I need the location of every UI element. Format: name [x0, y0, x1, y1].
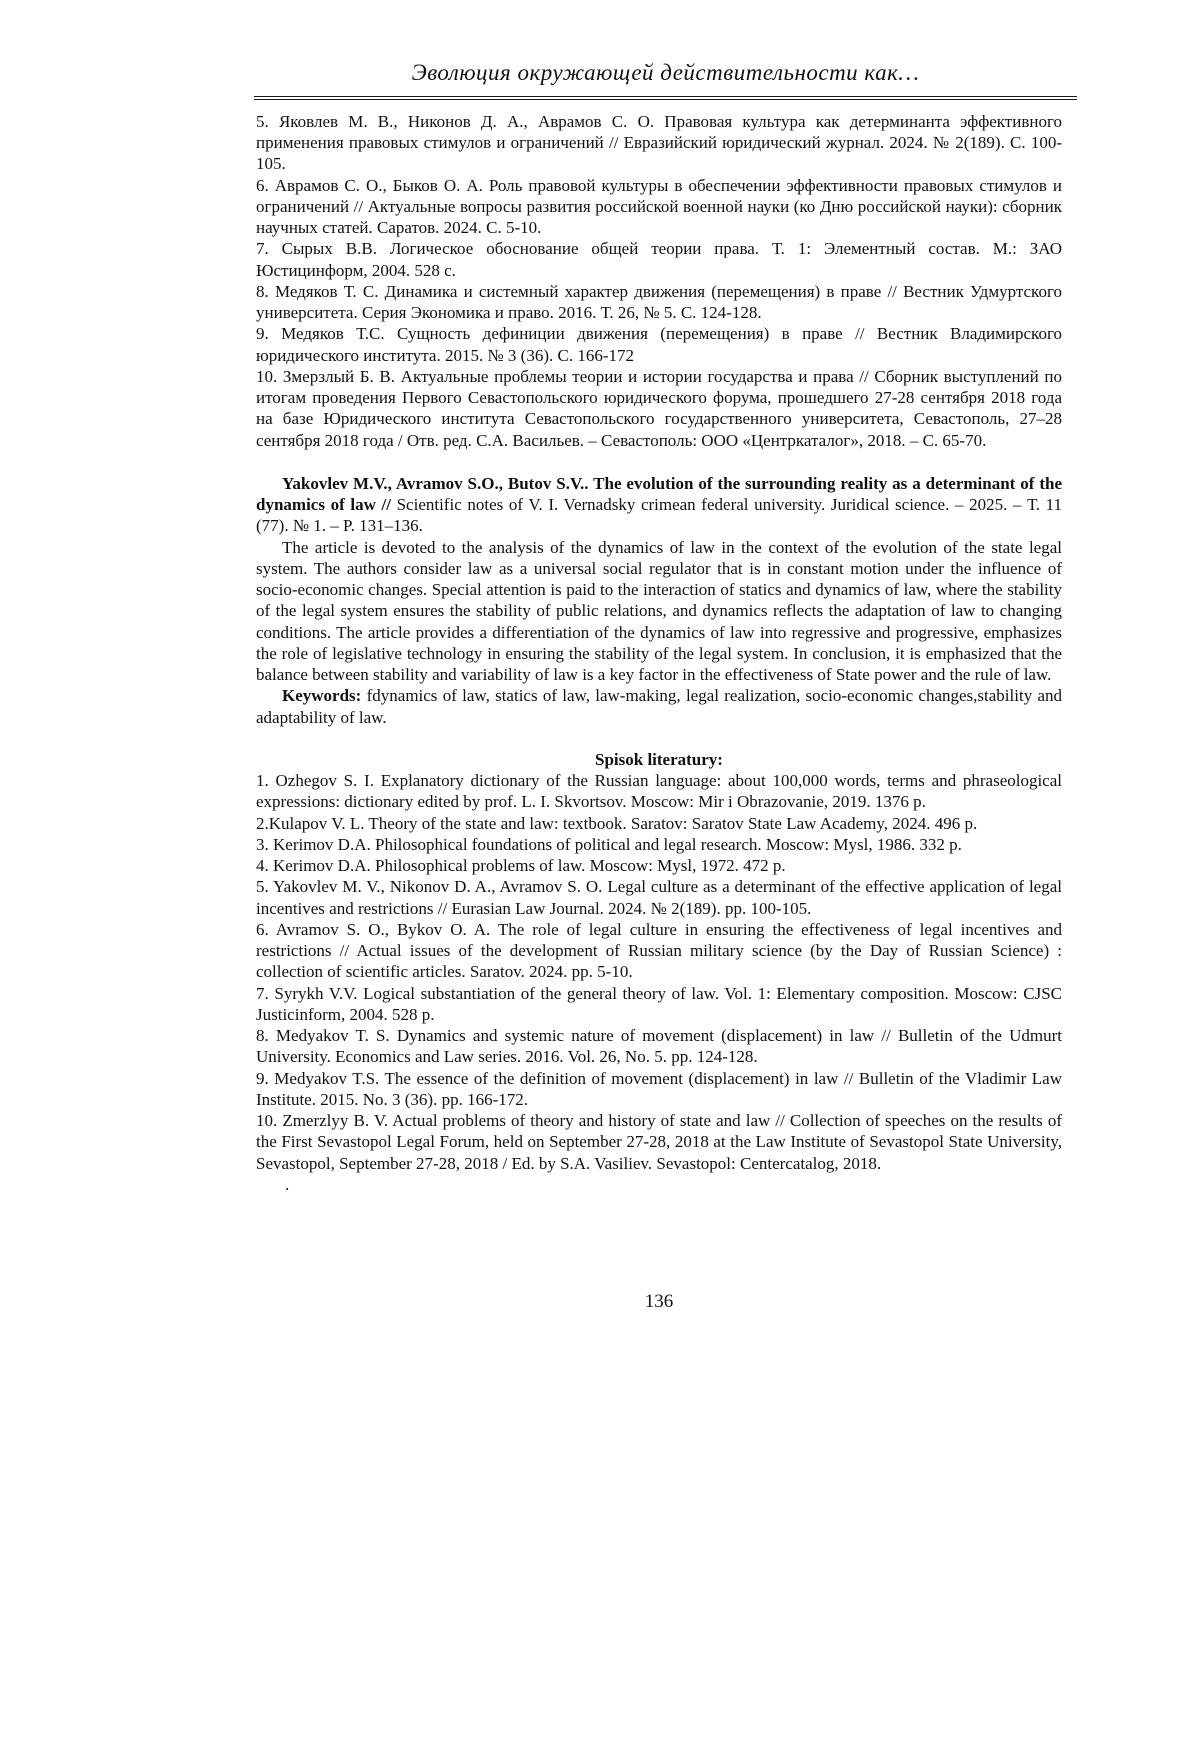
en-reference-9: 9. Medyakov T.S. The essence of the definition of movement (displacement) in law // Bulletin of the Vladimir Law Institute. 2015. No. 3 (36). pp. 166-172. [256, 1068, 1062, 1109]
english-citation-paragraph [256, 473, 1062, 537]
en-reference-3: 3. Kerimov D.A. Philosophical foundations of political and legal research. Moscow: Mysl, 1986. 332 p. [256, 834, 962, 854]
keywords-text: fdynamics of law, statics of law, law-making, legal realization, socio-economic changes,stability and adaptability of law. [256, 686, 1063, 727]
en-reference-1: 1. Ozhegov S. I. Explanatory dictionary of the Russian language: about 100,000 words, terms and phraseological expressions: dictionary edited by prof. L. I. Skvortsov. Moscow: Mir i Obrazovanie, 2019. 1376 p. [256, 771, 1062, 812]
trailing-period: . [285, 1174, 290, 1194]
running-header [254, 58, 1077, 100]
en-reference-2: 2.Kulapov V. L. Theory of the state and law: textbook. Saratov: Saratov State Law Academy, 2024. 496 p. [256, 813, 978, 833]
running-title: Эволюция окружающей действительности как… [411, 60, 920, 85]
ru-reference-7: 7. Сырых В.В. Логическое обоснование общей теории права. Т. 1: Элементный состав. М.: ЗАО Юстицинформ, 2004. 528 с. [256, 239, 1062, 280]
ru-reference-9: 9. Медяков Т.С. Сущность дефиниции движения (перемещения) в праве // Вестник Владимирского юридического института. 2015. № 3 (36). С. 166-172 [256, 324, 1062, 365]
russian-reference-list [256, 111, 1062, 451]
ru-reference-5: 5. Яковлев М. В., Никонов Д. А., Аврамов С. О. Правовая культура как детерминанта эффективного применения правовых стимулов и ограничений // Евразийский юридический журнал. 2024. № 2(189). С. 100-105. [256, 111, 1062, 174]
en-reference-4: 4. Kerimov D.A. Philosophical problems of law. Moscow: Mysl, 1972. 472 p. [256, 856, 786, 876]
keywords-label: Keywords: [282, 686, 362, 706]
abstract-paragraph: The article is devoted to the analysis of the dynamics of law in the context of the evolution of the state legal system. The authors consider law as a universal social regulator that is in constant motion under the influence of socio-economic changes. Special attention is paid to the interaction of statics and dynamics of law, where the stability of the legal system ensures the stability of public relations, and dynamics reflects the adaptation of law to changing conditions. The article provides a differentiation of the dynamics of law into regressive and progressive, emphasizes the role of legislative technology in ensuring the stability of the legal system. In conclusion, it is emphasized that the balance between stability and variability of law is a key factor in the effectiveness of State power and the rule of law. [256, 537, 1062, 685]
en-reference-10: 10. Zmerzlyy B. V. Actual problems of theory and history of state and law // Collection of speeches on the results of the First Sevastopol Legal Forum, held on September 27-28, 2018 at the Law Institute of Sevastopol State University, Sevastopol, September 27-28, 2018 / Ed. by S.A. Vasiliev. Sevastopol: Centercatalog, 2018. [256, 1111, 1062, 1173]
en-reference-7: 7. Syrykh V.V. Logical substantiation of the general theory of law. Vol. 1: Elementary composition. Moscow: CJSC Justicinform, 2004. 528 p. [256, 983, 1062, 1024]
english-reference-list [256, 770, 1062, 1174]
en-reference-5: 5. Yakovlev M. V., Nikonov D. A., Avramov S. O. Legal culture as a determinant of the effective application of legal incentives and restrictions // Eurasian Law Journal. 2024. № 2(189). pp. 100-105. [256, 877, 1062, 918]
ru-reference-10: 10. Змерзлый Б. В. Актуальные проблемы теории и истории государства и права // Сборник выступлений по итогам проведения Первого Севастопольского юридического форума, прошедшего 27-28 сентября 2018 года на базе Юридического института Севастопольского государственного университета, Севастополь, 27–28 сентября 2018 года / Отв. ред. С.А. Васильев. – Севастополь: ООО «Центркаталог», 2018. – С. 65-70. [256, 366, 1062, 450]
document-page [0, 58, 1200, 1755]
page-number: 136 [644, 1291, 674, 1313]
page-body [256, 111, 1062, 1195]
spisok-literatury-heading: Spisok literatury: [595, 749, 723, 769]
citation-authors-title: Yakovlev M.V., Avramov S.O., Butov S.V.. The evolution of the surrounding reality as a determinant of the dynamics of law // [256, 473, 1062, 515]
keywords-paragraph [256, 685, 1062, 728]
citation-source: Scientific notes of V. I. Vernadsky crimean federal university. Juridical science. – 2025. – Т. 11 (77). № 1. – P. 131–136. [256, 495, 1063, 536]
en-reference-6: 6. Avramov S. O., Bykov O. A. The role of legal culture in ensuring the effectiveness of legal incentives and restrictions // Actual issues of the development of Russian military science (by the Day of Russian Science) : collection of scientific articles. Saratov. 2024. pp. 5-10. [256, 919, 1062, 982]
ru-reference-8: 8. Медяков Т. С. Динамика и системный характер движения (перемещения) в праве // Вестник Удмуртского университета. Серия Экономика и право. 2016. Т. 26, № 5. С. 124-128. [256, 281, 1062, 323]
en-reference-8: 8. Medyakov T. S. Dynamics and systemic nature of movement (displacement) in law // Bulletin of the Udmurt University. Economics and Law series. 2016. Vol. 26, No. 5. pp. 124-128. [256, 1026, 1062, 1067]
ru-reference-6: 6. Аврамов С. О., Быков О. А. Роль правовой культуры в обеспечении эффективности правовых стимулов и ограничений // Актуальные вопросы развития российской военной науки (ко Дню российской науки): сборник научных статей. Саратов. 2024. С. 5-10. [256, 175, 1062, 238]
